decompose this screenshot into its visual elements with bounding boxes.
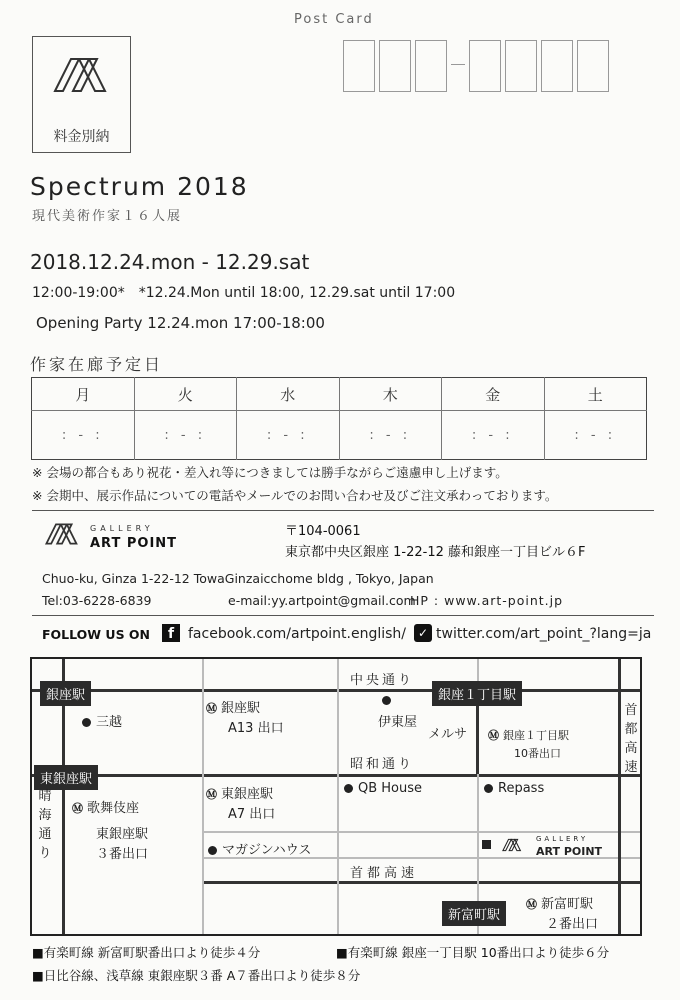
ginza-exit-label xyxy=(206,697,260,716)
itoya-text: 伊東屋 xyxy=(378,715,418,730)
repass-label xyxy=(484,781,544,796)
mitsukoshi-label xyxy=(82,711,122,730)
zip-dash xyxy=(451,64,465,65)
stamp-text: 料金別納 xyxy=(53,129,110,145)
higashiginza-exit-text: 東銀座駅 xyxy=(221,787,274,802)
landmark-dot-icon xyxy=(344,784,353,793)
zip-box xyxy=(379,40,411,92)
note-inquiries: ※ 会期中、展示作品についての電話やメールでのお問い合わせ及びご注文承わっております。 xyxy=(32,488,558,503)
road-top xyxy=(32,689,640,692)
harumi-dori-vertical xyxy=(37,787,53,863)
landmark-dot-icon xyxy=(82,718,91,727)
opening-party: Opening Party 12.24.mon 17:00-18:00 xyxy=(36,314,325,332)
zip-box xyxy=(415,40,447,92)
opening-hours: 12:00-19:00* *12.24.Mon until 18:00, 12.29.sat until 17:00 xyxy=(32,285,456,301)
map-gallery-name: ART POINT xyxy=(536,845,603,858)
shuto-char: 高 xyxy=(624,741,638,756)
repass-text: Repass xyxy=(498,781,545,796)
address-jp: 東京都中央区銀座 1-22-12 藤和銀座一丁目ビル６F xyxy=(285,545,586,560)
landmark-dot-icon xyxy=(484,784,493,793)
day-cell: 木 xyxy=(339,378,442,411)
twitter-icon[interactable]: ✓ xyxy=(414,624,432,642)
magazine-house-label xyxy=(208,839,311,858)
facebook-icon[interactable]: f xyxy=(162,624,180,642)
access-ginza1: ■有楽町線 銀座一丁目駅 10番出口より徒歩６分 xyxy=(336,945,610,960)
note-flowers: ※ 会場の都合もあり祝花・差入れ等につきましては勝手ながらご遠慮申し上げます。 xyxy=(32,465,508,480)
gallery-sub-label: GALLERY xyxy=(90,524,154,533)
magazine-house-text: マガジンハウス xyxy=(222,843,312,858)
day-cell: 水 xyxy=(237,378,340,411)
kabukiza-label xyxy=(72,797,139,816)
day-cell: 月 xyxy=(32,378,135,411)
higashiginza-station: 東銀座駅 xyxy=(34,765,98,790)
time-row xyxy=(32,411,647,460)
mitsukoshi-text: 三越 xyxy=(96,715,123,730)
itoya-label xyxy=(382,693,396,708)
attendance-table xyxy=(31,377,647,460)
showa-dori-label: 昭和通り xyxy=(350,757,415,772)
higashiginza-exit-number: A7 出口 xyxy=(228,807,276,822)
exhibition-dates: 2018.12.24.mon - 12.29.sat xyxy=(30,250,310,274)
address-en: Chuo-ku, Ginza 1-22-12 TowaGinzaicchome bldg , Tokyo, Japan xyxy=(42,571,434,586)
access-map xyxy=(30,657,642,936)
shuto-kosoku-vertical xyxy=(623,701,639,777)
zip-box xyxy=(577,40,609,92)
harumi-char: 海 xyxy=(38,808,52,823)
facebook-link[interactable]: facebook.com/artpoint.english/ xyxy=(188,626,407,642)
gallery-name: ART POINT xyxy=(90,536,178,551)
time-cell: : - : xyxy=(544,411,647,460)
postage-stamp-box xyxy=(32,36,131,153)
attendance-title: 作家在廊予定日 xyxy=(30,355,164,374)
telephone: Tel:03-6228-6839 xyxy=(42,593,152,608)
zip-box xyxy=(469,40,501,92)
time-cell: : - : xyxy=(237,411,340,460)
ginza1-exit-text: 銀座１丁目駅 xyxy=(503,729,569,742)
zip-box xyxy=(505,40,537,92)
twitter-link[interactable]: twitter.com/art_point_?lang=ja xyxy=(436,626,652,642)
access-shintomicho: ■有楽町線 新富町駅番出口より徒歩４分 xyxy=(32,945,261,960)
time-cell: : - : xyxy=(339,411,442,460)
gallery-logo-icon xyxy=(499,838,525,852)
zip-box xyxy=(343,40,375,92)
ginza1-exit-label xyxy=(488,727,569,743)
art-point-logo-icon xyxy=(51,55,111,95)
ginza-exit-text: 銀座駅 xyxy=(221,701,261,716)
divider xyxy=(32,615,654,616)
metro-icon: Ⓜ xyxy=(488,729,499,742)
shintomicho-exit-number: ２番出口 xyxy=(546,917,599,932)
qb-house-label xyxy=(344,781,422,796)
exhibition-title: Spectrum 2018 xyxy=(30,172,249,201)
postal-code: 〒104-0061 xyxy=(285,524,361,539)
day-row xyxy=(32,378,647,411)
homepage-link[interactable]: HP : www.art-point.jp xyxy=(410,593,564,608)
ginza1-station: 銀座１丁目駅 xyxy=(432,681,522,706)
harumi-char: 通 xyxy=(38,827,52,842)
chuo-dori-label: 中央通り xyxy=(350,673,415,688)
metro-icon: Ⓜ xyxy=(526,898,537,911)
time-cell: : - : xyxy=(442,411,545,460)
shuto-kosoku-label: 首都高速 xyxy=(350,866,419,881)
shuto-char: 速 xyxy=(624,760,638,775)
shuto-char: 都 xyxy=(624,722,638,737)
ginza-exit-number: A13 出口 xyxy=(228,721,284,736)
gallery-logo-icon xyxy=(40,522,84,546)
day-cell: 土 xyxy=(544,378,647,411)
ginza-station: 銀座駅 xyxy=(40,681,91,706)
melsa-text: メルサ xyxy=(428,727,468,742)
road-v1 xyxy=(202,659,204,934)
exhibition-subtitle: 現代美術作家１６人展 xyxy=(32,209,183,224)
access-higashiginza: ■日比谷線、浅草線 東銀座駅３番 A７番出口より徒歩８分 xyxy=(32,968,361,983)
gallery-marker-icon xyxy=(482,840,491,849)
qb-house-text: QB House xyxy=(358,781,423,796)
harumi-char: り xyxy=(38,846,52,861)
road-middle xyxy=(32,774,640,777)
shintomicho-exit-label xyxy=(526,893,593,912)
shintomicho-station: 新富町駅 xyxy=(442,901,506,926)
road-minor xyxy=(202,831,640,833)
divider xyxy=(32,510,654,511)
time-cell: : - : xyxy=(61,427,104,443)
day-cell: 火 xyxy=(134,378,237,411)
map-gallery-sub: GALLERY xyxy=(536,835,589,843)
kabukiza-text: 歌舞伎座 xyxy=(87,801,140,816)
harumi-char: 晴 xyxy=(38,789,52,804)
metro-icon: Ⓜ xyxy=(206,702,217,715)
day-cell: 金 xyxy=(442,378,545,411)
time-cell: : - : xyxy=(134,411,237,460)
shintomicho-exit-text: 新富町駅 xyxy=(541,897,594,912)
metro-icon: Ⓜ xyxy=(206,788,217,801)
postcard-label: Post Card xyxy=(294,12,374,27)
follow-label: FOLLOW US ON xyxy=(42,627,151,642)
email-link[interactable]: e-mail:yy.artpoint@gmail.com xyxy=(228,593,416,608)
zip-box xyxy=(541,40,573,92)
gallery-map-marker xyxy=(482,837,525,852)
landmark-dot-icon xyxy=(208,846,217,855)
landmark-dot-icon xyxy=(382,696,391,705)
higashiginza-exit-label xyxy=(206,783,273,802)
higashiginza-exit3-label: 東銀座駅 xyxy=(96,827,149,842)
higashiginza-exit3-number: ３番出口 xyxy=(96,847,149,862)
shuto-char: 首 xyxy=(624,703,638,718)
metro-icon: Ⓜ xyxy=(72,802,83,815)
road-v2 xyxy=(337,659,339,934)
road-expressway-edge xyxy=(202,881,640,884)
road-right xyxy=(618,659,621,934)
ginza1-exit-number: 10番出口 xyxy=(514,747,561,760)
